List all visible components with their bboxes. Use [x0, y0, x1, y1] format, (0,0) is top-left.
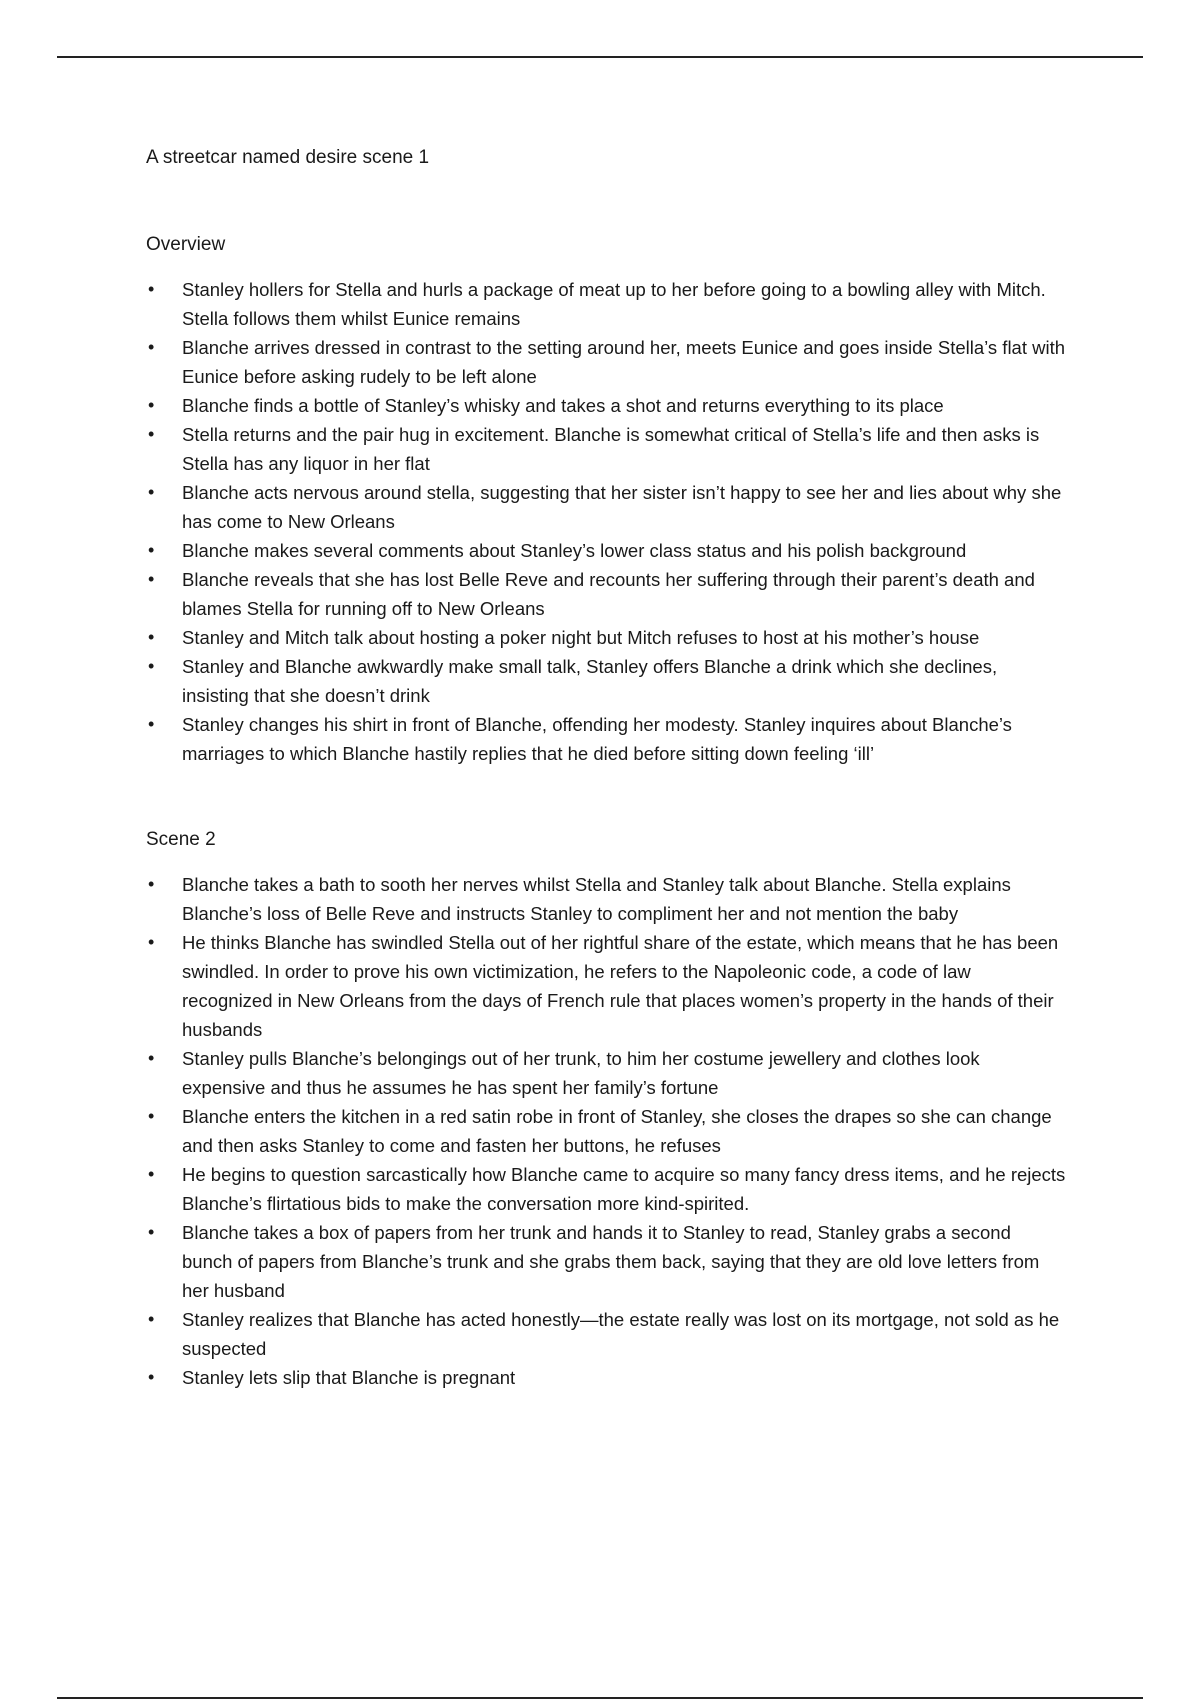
bullet-icon: •: [148, 279, 155, 299]
list-item: [146, 623, 1066, 652]
list-item: [146, 420, 1066, 478]
list-item-text: Stanley and Blanche awkwardly make small talk, Stanley offers Blanche a drink which she declines, insisting that she doesn’t drink: [182, 656, 998, 706]
list-item: [146, 652, 1066, 710]
bullet-icon: •: [148, 1164, 155, 1184]
list-item: [146, 1044, 1066, 1102]
bullet-icon: •: [148, 656, 155, 676]
bullet-icon: •: [148, 627, 155, 647]
list-item: [146, 478, 1066, 536]
scene-2-bullet-list: [146, 870, 1066, 1392]
section-heading-scene-2: Scene 2: [146, 829, 216, 850]
bullet-icon: •: [148, 874, 155, 894]
list-item-text: He begins to question sarcastically how Blanche came to acquire so many fancy dress items, and he rejects Blanche’s flirtatious bids to make the conversation more kind-spirited.: [182, 1164, 1066, 1214]
bullet-icon: •: [148, 1048, 155, 1068]
bullet-icon: •: [148, 1367, 155, 1387]
list-item-text: Stanley pulls Blanche’s belongings out of her trunk, to him her costume jewellery and clothes look expensive and thus he assumes he has spent her family’s fortune: [182, 1048, 980, 1098]
bullet-icon: •: [148, 540, 155, 560]
document-title: A streetcar named desire scene 1: [146, 147, 430, 168]
bullet-icon: •: [148, 482, 155, 502]
overview-bullet-list: [146, 275, 1066, 768]
list-item-text: Stanley hollers for Stella and hurls a package of meat up to her before going to a bowling alley with Mitch. Stella follows them whilst Eunice remains: [182, 279, 1046, 329]
footer-rule: [57, 1697, 1143, 1699]
bullet-icon: •: [148, 1106, 155, 1126]
list-item: [146, 333, 1066, 391]
list-item-text: Stella returns and the pair hug in excitement. Blanche is somewhat critical of Stella’s life and then asks is Stella has any liquor in her flat: [182, 424, 1040, 474]
list-item-text: Blanche arrives dressed in contrast to the setting around her, meets Eunice and goes inside Stella’s flat with Eunice before asking rudely to be left alone: [182, 337, 1066, 387]
list-item: [146, 928, 1066, 1044]
bullet-icon: •: [148, 424, 155, 444]
bullet-icon: •: [148, 1309, 155, 1329]
list-item: [146, 1218, 1066, 1305]
list-item-text: Blanche makes several comments about Stanley’s lower class status and his polish background: [182, 540, 967, 561]
list-item: [146, 710, 1066, 768]
list-item: [146, 275, 1066, 333]
bullet-icon: •: [148, 337, 155, 357]
list-item: [146, 1102, 1066, 1160]
bullet-icon: •: [148, 714, 155, 734]
list-item-text: Blanche enters the kitchen in a red satin robe in front of Stanley, she closes the drapes so she can change and then asks Stanley to come and fasten her buttons, he refuses: [182, 1106, 1052, 1156]
list-item: [146, 1305, 1066, 1363]
list-item-text: Stanley and Mitch talk about hosting a poker night but Mitch refuses to host at his mother’s house: [182, 627, 980, 648]
list-item: [146, 536, 1066, 565]
list-item-text: Blanche finds a bottle of Stanley’s whisky and takes a shot and returns everything to its place: [182, 395, 944, 416]
list-item: [146, 870, 1066, 928]
bullet-icon: •: [148, 932, 155, 952]
list-item-text: Blanche acts nervous around stella, suggesting that her sister isn’t happy to see her and lies about why she has come to New Orleans: [182, 482, 1062, 532]
bullet-icon: •: [148, 1222, 155, 1242]
list-item-text: Stanley realizes that Blanche has acted honestly—the estate really was lost on its mortgage, not sold as he suspected: [182, 1309, 1060, 1359]
list-item-text: Stanley changes his shirt in front of Blanche, offending her modesty. Stanley inquires about Blanche’s marriages to which Blanche hastily replies that he died before sitting down feeling ‘ill’: [182, 714, 1012, 764]
list-item: [146, 1160, 1066, 1218]
list-item: [146, 391, 1066, 420]
list-item: [146, 565, 1066, 623]
list-item-text: Stanley lets slip that Blanche is pregnant: [182, 1367, 516, 1388]
section-heading-overview: Overview: [146, 234, 226, 255]
header-rule: [57, 56, 1143, 58]
document-body: [146, 146, 1066, 1392]
list-item-text: He thinks Blanche has swindled Stella out of her rightful share of the estate, which means that he has been swindled. In order to prove his own victimization, he refers to the Napoleonic code, a code of law recognized in New Orleans from the days of French rule that places women’s property in the hands of their husbands: [182, 932, 1059, 1040]
list-item-text: Blanche reveals that she has lost Belle Reve and recounts her suffering through their parent’s death and blames Stella for running off to New Orleans: [182, 569, 1035, 619]
list-item-text: Blanche takes a box of papers from her trunk and hands it to Stanley to read, Stanley grabs a second bunch of papers from Blanche’s trunk and she grabs them back, saying that they are old love letters from her husband: [182, 1222, 1040, 1301]
bullet-icon: •: [148, 395, 155, 415]
list-item-text: Blanche takes a bath to sooth her nerves whilst Stella and Stanley talk about Blanche. Stella explains Blanche’s loss of Belle Reve and instructs Stanley to compliment her and not mention the baby: [182, 874, 1011, 924]
bullet-icon: •: [148, 569, 155, 589]
list-item: [146, 1363, 1066, 1392]
